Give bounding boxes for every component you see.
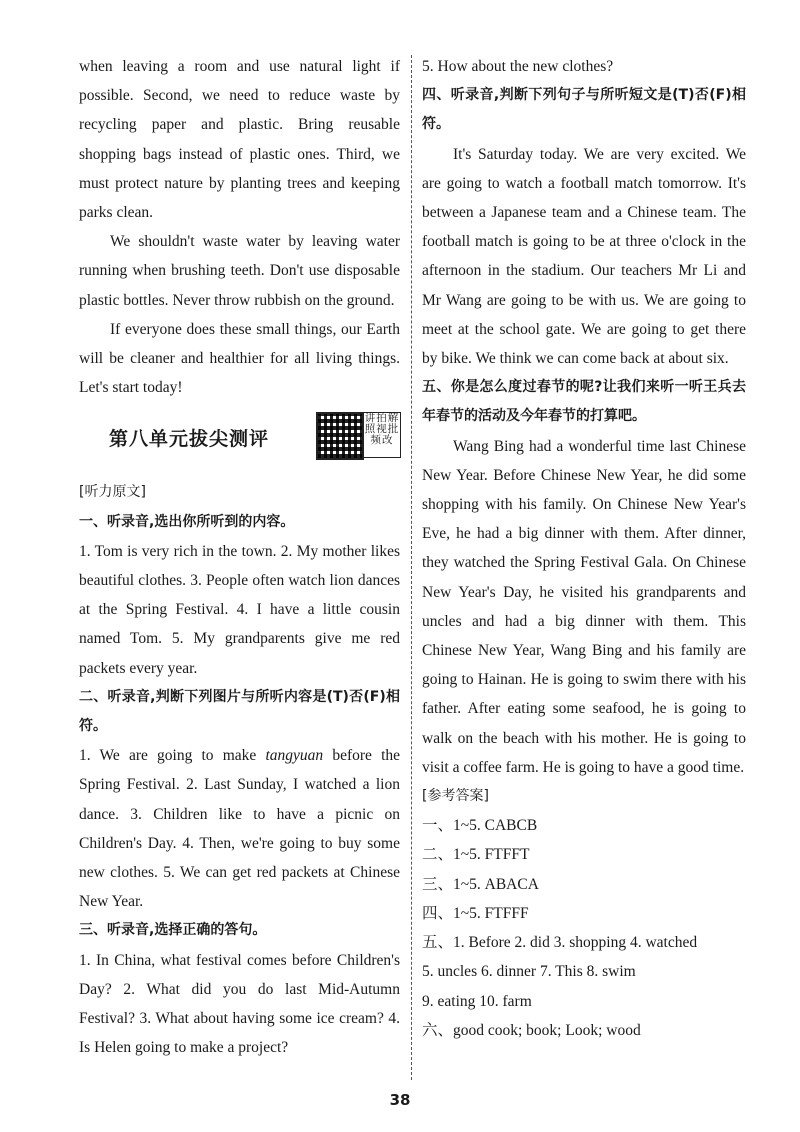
answers-label: [参考答案] — [422, 788, 489, 805]
answer-line: 五、1. Before 2. did 3. shopping 4. watched — [422, 934, 698, 952]
qr-code-icon[interactable] — [316, 412, 364, 460]
section-heading: 四、听录音,判断下列句子与所听短文是(T)否(F)相符。 — [422, 87, 746, 133]
answer-line: 9. eating 10. farm — [422, 992, 532, 1010]
qr-label: 讲拍解照视批频改 — [363, 412, 401, 458]
answer-line: 5. uncles 6. dinner 7. This 8. swim — [422, 963, 636, 981]
paragraph: If everyone does these small things, our Earth will be cleaner and healthier for all living things. Let's start today! — [79, 320, 400, 397]
section-heading: 五、你是怎么度过春节的呢?让我们来听一听王兵去年春节的活动及今年春节的打算吧。 — [422, 379, 746, 425]
section-heading: 二、听录音,判断下列图片与所听内容是(T)否(F)相符。 — [79, 688, 400, 735]
section-text: 1. In China, what festival comes before Children's Day? 2. What did you do last Mid-Autumn Festival? 3. What about having some ice cream? 4. Is Helen going to make a project? — [79, 951, 400, 1057]
right-column — [422, 52, 746, 1045]
paragraph: when leaving a room and use natural light if possible. Second, we need to reduce waste by recycling paper and plastic. Bring reusable shopping bags instead of plastic ones. Third, we must protect nature by planting trees and keeping parks clean. — [79, 58, 400, 222]
transcript-label: [听力原文] — [79, 484, 146, 501]
section-heading: 三、听录音,选择正确的答句。 — [79, 922, 267, 939]
section-text: 5. How about the new clothes? — [422, 58, 614, 75]
column-divider — [411, 55, 412, 1080]
answer-line: 二、1~5. FTFFT — [422, 846, 530, 864]
answer-line: 四、1~5. FTFFF — [422, 904, 529, 922]
unit-title: 第八单元拔尖测评 — [109, 428, 270, 451]
unit-header — [79, 402, 400, 478]
answer-line: 六、good cook; book; Look; wood — [422, 1021, 641, 1039]
left-column — [79, 52, 400, 1063]
section-text: 1. We are going to make tangyuan before the Spring Festival. 2. Last Sunday, I watched a lion dance. 3. Children like to have a picnic on Children's Day. 4. Then, we're going to buy some new clothes. 5. We can get red packets at Chinese New Year. — [79, 747, 401, 911]
answer-line: 三、1~5. ABACA — [422, 875, 539, 893]
paragraph: We shouldn't waste water by leaving water running when brushing teeth. Don't use disposable plastic bottles. Never throw rubbish on the ground. — [79, 233, 400, 309]
section-heading: 一、听录音,选出你所听到的内容。 — [79, 513, 295, 530]
passage: Wang Bing had a wonderful time last Chinese New Year. Before Chinese New Year, he did some shopping with his family. On Chinese New Year's Eve, he had a big dinner with them. After dinner, they watched the Spring Festival Gala. On Chinese New Year's Day, he visited his grandparents and uncles and had a big dinner with them. This Chinese New Year, Wang Bing and his family are going to Hainan. He is going to swim there with his father. After eating some seafood, he is going to walk on the beach with his mother. He is going to visit a coffee farm. He is going to have a good time. — [422, 437, 746, 776]
page-number: 38 — [389, 1091, 411, 1109]
passage: It's Saturday today. We are very excited. We are going to watch a football match tomorrow. It's between a Japanese team and a Chinese team. The football match is going to be at three o'clock in the afternoon in the stadium. Our teachers Mr Li and Mr Wang are going to be with us. We are going to meet at the school gate. We are going to get there by bike. We think we can come back at about six. — [422, 145, 746, 368]
answer-line: 一、1~5. CABCB — [422, 817, 538, 835]
section-text: 1. Tom is very rich in the town. 2. My mother likes beautiful clothes. 3. People often watch lion dances at the Spring Festival. 4. I have a little cousin named Tom. 5. My grandparents give me red packets every year. — [79, 542, 400, 677]
